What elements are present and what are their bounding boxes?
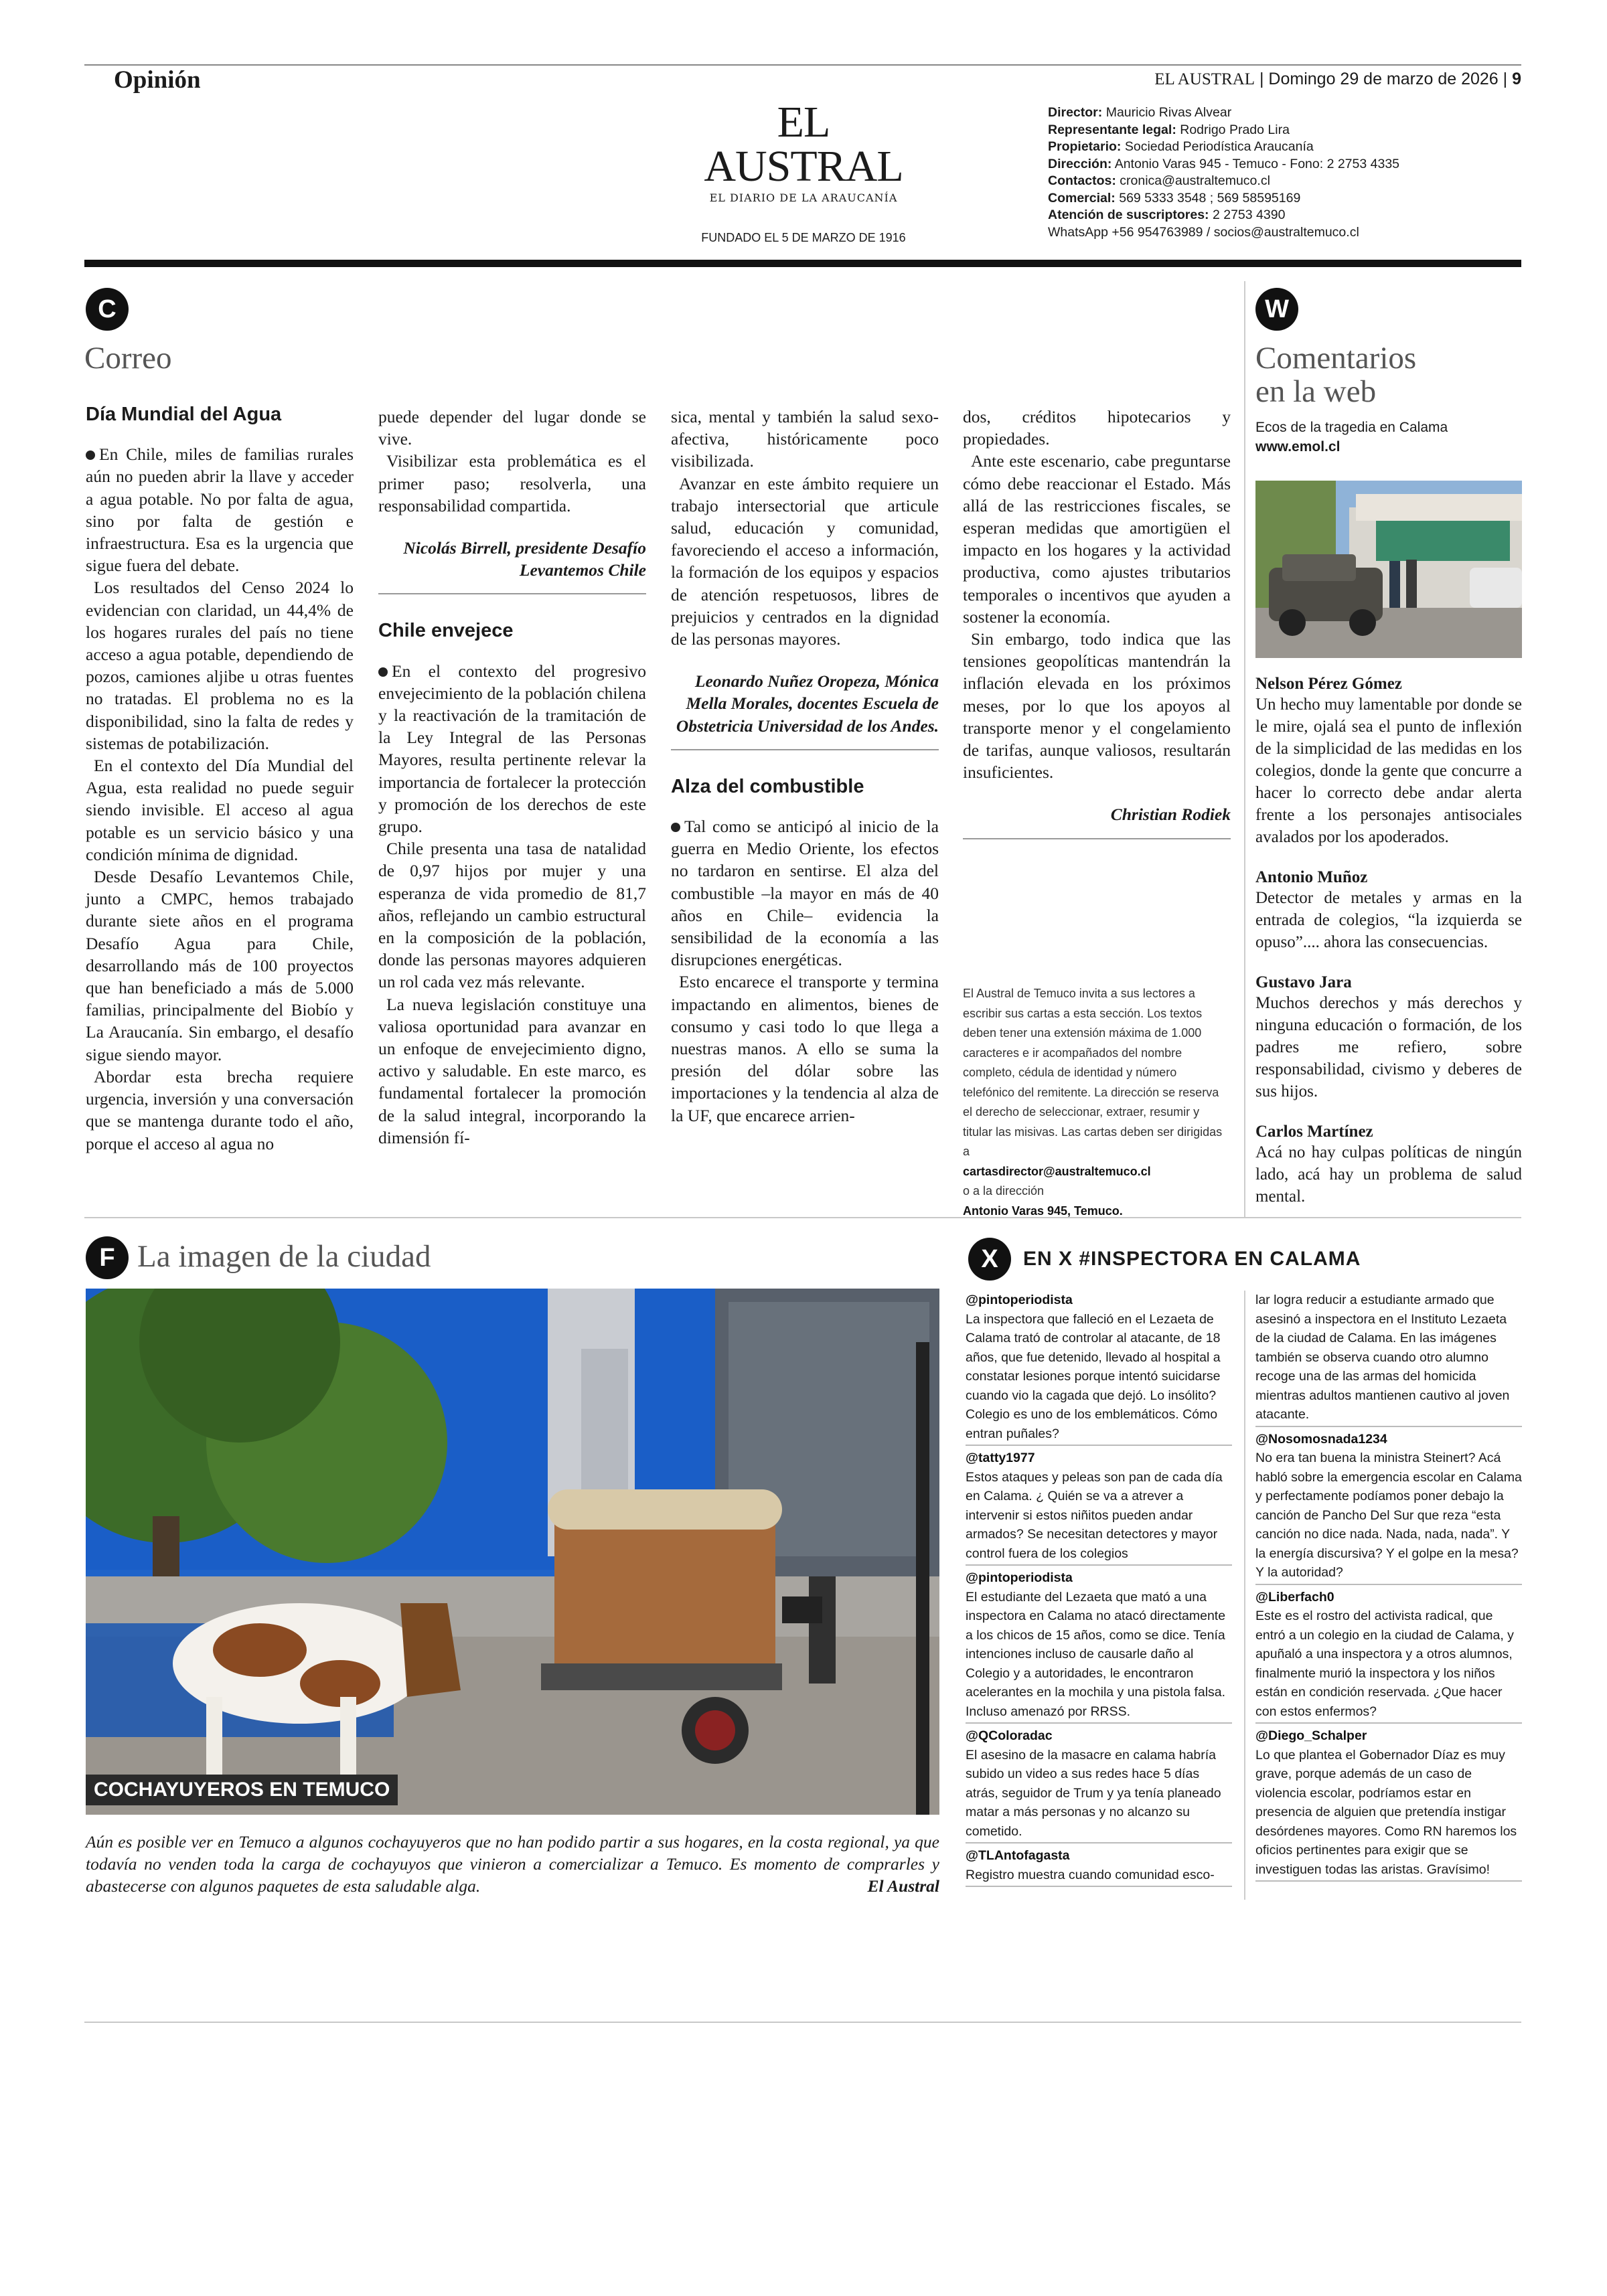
web-subtitle: Ecos de la tragedia en Calama [1255, 420, 1448, 435]
tweet-handle[interactable]: @pintoperiodista [966, 1293, 1073, 1307]
comment-text: Detector de metales y armas en la entrada de colegios, “la izquierda se opuso”.... ahora las consecuencias. [1255, 889, 1522, 951]
staff-label: Contactos: [1048, 173, 1116, 188]
letter-paragraph: puede depender del lugar donde se vive. [378, 407, 646, 449]
staff-row [1048, 139, 1399, 156]
staff-label: Propietario: [1048, 139, 1122, 154]
ciudad-badge: F [86, 1236, 129, 1279]
paper-name: EL AUSTRAL [1154, 70, 1255, 88]
staff-label: Director: [1048, 105, 1103, 120]
tweet-handle[interactable]: @TLAntofagasta [966, 1848, 1070, 1863]
tweet-handle[interactable]: @Nosomosnada1234 [1255, 1431, 1387, 1447]
tweet-text: lar logra reducir a estudiante armado que asesinó a inspectora en el Instituto Lezaeta de la ciudad de Calama. En las imágenes también se observa cuando otro alumno recoge una de las armas del homicida mientras adultos mantienen cautivo al joven atacante. [1255, 1293, 1510, 1422]
tweet-handle[interactable]: @pintoperiodista [966, 1570, 1073, 1585]
web-comment [1255, 1123, 1522, 1208]
web-photo [1255, 481, 1522, 658]
bullet-icon [378, 667, 388, 677]
page-number: 9 [1512, 70, 1521, 88]
notice-text: o a la dirección [963, 1184, 1045, 1198]
letter-title: Día Mundial del Agua [86, 404, 282, 425]
notice-address: Antonio Varas 945, Temuco. [963, 1204, 1123, 1218]
correo-title: Correo [84, 341, 172, 376]
letter-paragraph: Tal como se anticipó al inicio de la guerra en Medio Oriente, los efectos no tardaron en sentirse. El alza del combustible –la mayor en más de 40 años en Chile– evidencia la sensibilidad de la economía a las disrupciones energéticas. [671, 817, 939, 970]
staff-value: WhatsApp +56 954763989 / socios@australtemuco.cl [1048, 224, 1359, 240]
staff-value: Mauricio Rivas Alvear [1105, 105, 1232, 120]
comment-text: Acá no hay culpas políticas de ningún lado, acá hay un problema de salud mental. [1255, 1143, 1522, 1206]
staff-value: 2 2753 4390 [1212, 208, 1286, 222]
photo-credit: El Austral [867, 1876, 939, 1896]
tweets-column-left [966, 1291, 1232, 1890]
staff-row [1048, 173, 1399, 190]
issue-date: Domingo 29 de marzo de 2026 [1268, 70, 1499, 88]
footer-rule [84, 2022, 1521, 2023]
staff-row [1048, 224, 1399, 242]
staff-label: Comercial: [1048, 190, 1116, 206]
tweet-text: El asesino de la masacre en calama habría subido un video a sus redes hace 5 días atrás, seguidor de Trum y ya tenía planeado matar a más personas y no alcanzo su cometido. [966, 1747, 1221, 1839]
comment-text: Un hecho muy lamentable por donde se le mire, ojalá sea el punto de inflexión de la simplicidad de las medidas en los colegios, donde la gente que concurre a hacer lo correcto debe andar alerta frente a los personajes antisociales avalados por los apoderados. [1255, 695, 1522, 846]
letter-paragraph: Abordar esta brecha requiere urgencia, inversión y una conversación que se mantenga durante todo el año, porque el acceso al agua no [86, 1066, 354, 1153]
bullet-icon [86, 450, 95, 460]
staff-value: Antonio Varas 945 - Temuco - Fono: 2 2753 4335 [1114, 156, 1400, 171]
letter-column-4 [963, 406, 1231, 839]
tweet-text: No era tan buena la ministra Steinert? Acá habló sobre la emergencia escolar en Calama y perfectamente podíamos poner debajo la canción de Pancho Del Sur que reza “esta canción no dice nada. Nada, nada, nada”. Y la energía discursiva? Y el golpe en la mesa? Y la autoridad? [1255, 1451, 1522, 1580]
tweet-handle[interactable]: @QColoradac [966, 1728, 1053, 1743]
letter-paragraph: dos, créditos hipotecarios y propiedades. [963, 407, 1231, 449]
caption-text: Aún es posible ver en Temuco a algunos cochayuyeros que no han podido partir a sus hogares, en la costa regional, ya que todavía no venden toda la carga de cochayuyos que vinieron a comercializar a Temuco. Es momento de comprarles y abastecerse con algunos paquetes de esta saludable alga. [86, 1832, 939, 1896]
ciudad-title: La imagen de la ciudad [137, 1239, 431, 1274]
staff-label: Representante legal: [1048, 122, 1176, 137]
comment-author: Nelson Pérez Gómez [1255, 675, 1402, 693]
tweet-continued [1255, 1291, 1522, 1427]
tweet [966, 1568, 1232, 1724]
letter-signature: Nicolás Birrell, presidente Desafío Levantemos Chile [403, 538, 646, 580]
tweet [966, 1291, 1232, 1446]
staff-row [1048, 190, 1399, 208]
tweet-handle[interactable]: @Diego_Schalper [1255, 1728, 1367, 1743]
web-comment [1255, 973, 1522, 1102]
notice-text: El Austral de Temuco invita a sus lectores a escribir sus cartas a esta sección. Los textos deben tener una extensión máxima de 1.000 caracteres e ir acompañados del nombre completo, cédula de identidad y número telefónico del remitente. La dirección se reserva el derecho de seleccionar, extraer, resumir y titular las misivas. Las cartas deben ser dirigidas a [963, 987, 1223, 1158]
section-label: Opinión [114, 66, 201, 94]
staff-row [1048, 207, 1399, 224]
web-badge: W [1255, 288, 1298, 331]
x-badge: X [968, 1238, 1011, 1281]
tweet [966, 1449, 1232, 1566]
staff-label: Dirección: [1048, 156, 1112, 171]
letter-paragraph: Ante este escenario, cabe preguntarse cómo debe reaccionar el Estado. Más allá de las restricciones fiscales, se esperan medidas que amortigüen el impacto en los hogares y la actividad productiva, como ajustes tributarios temporales o incentivos que ayuden a sostener la economía. [963, 451, 1231, 627]
letter-paragraph: Esto encarece el transporte y termina impactando en alimentos, bienes de consumo y casi todo lo que llega a nuestras manos. A ello se suma la presión del dólar sobre las importaciones y la tendencia al alza de la UF, que encarece arrien- [671, 972, 939, 1125]
letter-paragraph: Visibilizar esta problemática es el primer paso; resolverla, una responsabilidad compartida. [378, 451, 646, 515]
divider [671, 749, 939, 750]
column-divider [1244, 281, 1245, 1218]
staff-value: Sociedad Periodística Araucanía [1124, 139, 1314, 154]
tweet-text: La inspectora que falleció en el Lezaeta de Calama trató de controlar al atacante, de 18 años, que fue detenido, llevado al hospital a constatar lesiones porque intentó suicidarse cuando vio la cagada que dejó. Lo insólito? Colegio es uno de los emblemáticos. Cómo entran puñales? [966, 1311, 1221, 1441]
letter-paragraph: En el contexto del Día Mundial del Agua, esta realidad no puede seguir siendo invisible. El acceso al agua potable es un servicio básico y una condición mínima de dignidad. [86, 756, 354, 864]
letter-title: Chile envejece [378, 620, 514, 642]
staff-label: Atención de suscriptores: [1048, 208, 1209, 222]
bullet-icon [671, 823, 680, 832]
web-comment [1255, 868, 1522, 953]
dateline: EL AUSTRAL | Domingo 29 de marzo de 2026 | 9 [1154, 70, 1521, 88]
letter-agua [86, 404, 354, 1155]
masthead-tagline: EL DIARIO DE LA ARAUCANÍA [709, 191, 898, 204]
letter-paragraph: En el contexto del progresivo envejecimiento de la población chilena y la reactivación de la tramitación de la Ley Integral de las Personas Mayores, resulta pertinente relevar la importancia de fortalecer la protección y promoción de los derechos de este grupo. [378, 661, 646, 837]
divider [378, 593, 646, 594]
correo-badge: C [86, 288, 129, 331]
staff-value: Rodrigo Prado Lira [1180, 122, 1290, 137]
comment-author: Antonio Muñoz [1255, 868, 1368, 886]
web-comment [1255, 675, 1522, 848]
letter-title: Alza del combustible [671, 775, 864, 797]
staff-row [1048, 122, 1399, 139]
tweet [1255, 1430, 1522, 1585]
letter-signature: Leonardo Nuñez Oropeza, Mónica Mella Morales, docentes Escuela de Obstetricia Universidad de los Andes. [676, 671, 939, 736]
tweet-text: El estudiante del Lezaeta que mató a una inspectora en Calama no atacó directamente a los chicos de 15 años, como se dice. Tenía intenciones incluso de causarle daño al Colegio y a autoridades, le encontraron acelerantes en la mochila y una pistola falsa. Incluso amenazó por RRSS. [966, 1589, 1226, 1719]
letter-paragraph: Los resultados del Censo 2024 lo evidencian con claridad, un 44,4% de los hogares rurales del país no tiene acceso a agua potable, dependiendo de pozos, camiones aljibe u otras fuentes no tratadas. El problema no es la disponibilidad, sino la falta de redes y sistemas de potabilización. [86, 578, 354, 753]
letter-paragraph: Desde Desafío Levantemos Chile, junto a CMPC, hemos trabajado durante siete años en el programa Desafío Agua para Chile, desarrollando más de 100 proyectos que han beneficiado a más de 5.000 familias, principalmente del Biobío y La Araucanía. Sin embargo, el desafío sigue siendo mayor. [86, 867, 354, 1064]
tweet-handle[interactable]: @tatty1977 [966, 1451, 1035, 1465]
tweet [966, 1846, 1232, 1887]
founded-line: FUNDADO EL 5 DE MARZO DE 1916 [701, 231, 906, 244]
letter-paragraph: Sin embargo, todo indica que las tensiones geopolíticas mantendrán la inflación elevada en los próximos meses, por lo que los apoyos al transporte menor y el congelamiento de tarifas, aunque valiosos, resultarán insuficientes. [963, 629, 1231, 783]
staff-value: 569 5333 3548 ; 569 58595169 [1119, 190, 1301, 206]
web-title: Comentarios en la web [1255, 341, 1417, 409]
tweet-text: Registro muestra cuando comunidad esco- [966, 1867, 1215, 1882]
tweet [1255, 1588, 1522, 1724]
column-divider [1244, 1291, 1245, 1900]
staff-row [1048, 104, 1399, 122]
letter-paragraph: Chile presenta una tasa de natalidad de 0,97 hijos por mujer y una esperanza de vida promedio de 81,7 años, reflejando un cambio estructural en la composición de la población, donde las personas mayores adquieren un rol cada vez más relevante. [378, 839, 646, 992]
tweets-column-right [1255, 1291, 1522, 1884]
web-site-link[interactable]: www.emol.cl [1255, 439, 1341, 455]
letter-column-3 [671, 406, 939, 1127]
tweet [1255, 1726, 1522, 1882]
letter-paragraph: Avanzar en este ámbito requiere un trabajo intersectorial que articule salud, educación y comunidad, favoreciendo el acceso a información, la formación de los equipos y espacios de atención respetuosos, libres de prejuicios y centrados en la dignidad de las personas mayores. [671, 473, 939, 649]
letter-column-2 [378, 406, 646, 1149]
x-title: EN X #INSPECTORA EN CALAMA [1023, 1248, 1361, 1270]
letter-paragraph: sica, mental y también la salud sexo-afectiva, históricamente poco visibilizada. [671, 407, 939, 471]
staff-row [1048, 156, 1399, 173]
divider [963, 838, 1231, 839]
photo-label: COCHAYUYEROS EN TEMUCO [86, 1775, 398, 1805]
comment-author: Carlos Martínez [1255, 1123, 1373, 1141]
letter-signature: Christian Rodiek [1110, 805, 1231, 825]
masthead-logo: EL AUSTRAL [704, 98, 903, 191]
section-rule [84, 1217, 1521, 1218]
staff-box [1048, 104, 1399, 241]
tweet [966, 1726, 1232, 1843]
staff-value: cronica@australtemuco.cl [1120, 173, 1270, 188]
city-photo [86, 1289, 939, 1815]
masthead [683, 100, 924, 245]
tweet-text: Lo que plantea el Gobernador Díaz es muy grave, porque además de un caso de violencia escolar, podríamos estar en presencia de alguien que pretendía instigar desórdenes mayores. Como RN haremos los oficios pertinentes para exigir que se investiguen todas las aristas. Gravísimo! [1255, 1747, 1517, 1877]
letter-paragraph: La nueva legislación constituye una valiosa oportunidad para avanzar en un enfoque de envejecimiento digno, activo y saludable. En este marco, es fundamental fortalecer la promoción de la salud integral, incorporando la dimensión fí- [378, 994, 646, 1147]
letter-paragraph: En Chile, miles de familias rurales aún no pueden abrir la llave y acceder a agua potable. No por falta de agua, sino por falta de gestión e infraestructura. Esa es la urgencia que sigue fuera del debate. [86, 444, 354, 576]
letters-notice [963, 984, 1231, 1221]
tweet-text: Este es el rostro del activista radical, que entró a un colegio en la ciudad de Calama, y apuñaló a una inspectora y a otros alumnos, finalmente murió la inspectora y los niños están en condición reservada. ¿Que hacer con estos enfermos? [1255, 1609, 1514, 1719]
comment-author: Gustavo Jara [1255, 973, 1352, 991]
header-rule [84, 260, 1521, 267]
tweet-handle[interactable]: @Liberfach0 [1255, 1589, 1334, 1605]
web-comments-list [1255, 675, 1522, 1228]
notice-email-link[interactable]: cartasdirector@australtemuco.cl [963, 1164, 1151, 1178]
tweet-text: Estos ataques y peleas son pan de cada día en Calama. ¿ Quién se va a atrever a intervenir si estos niñitos pueden andar armados? Se necesitan detectores y mayor control fuera de los colegios [966, 1469, 1223, 1561]
comment-text: Muchos derechos y más derechos y ninguna educación o formación, de los padres me refiero, sobre responsabilidad, civismo y deberes de sus hijos. [1255, 994, 1522, 1100]
